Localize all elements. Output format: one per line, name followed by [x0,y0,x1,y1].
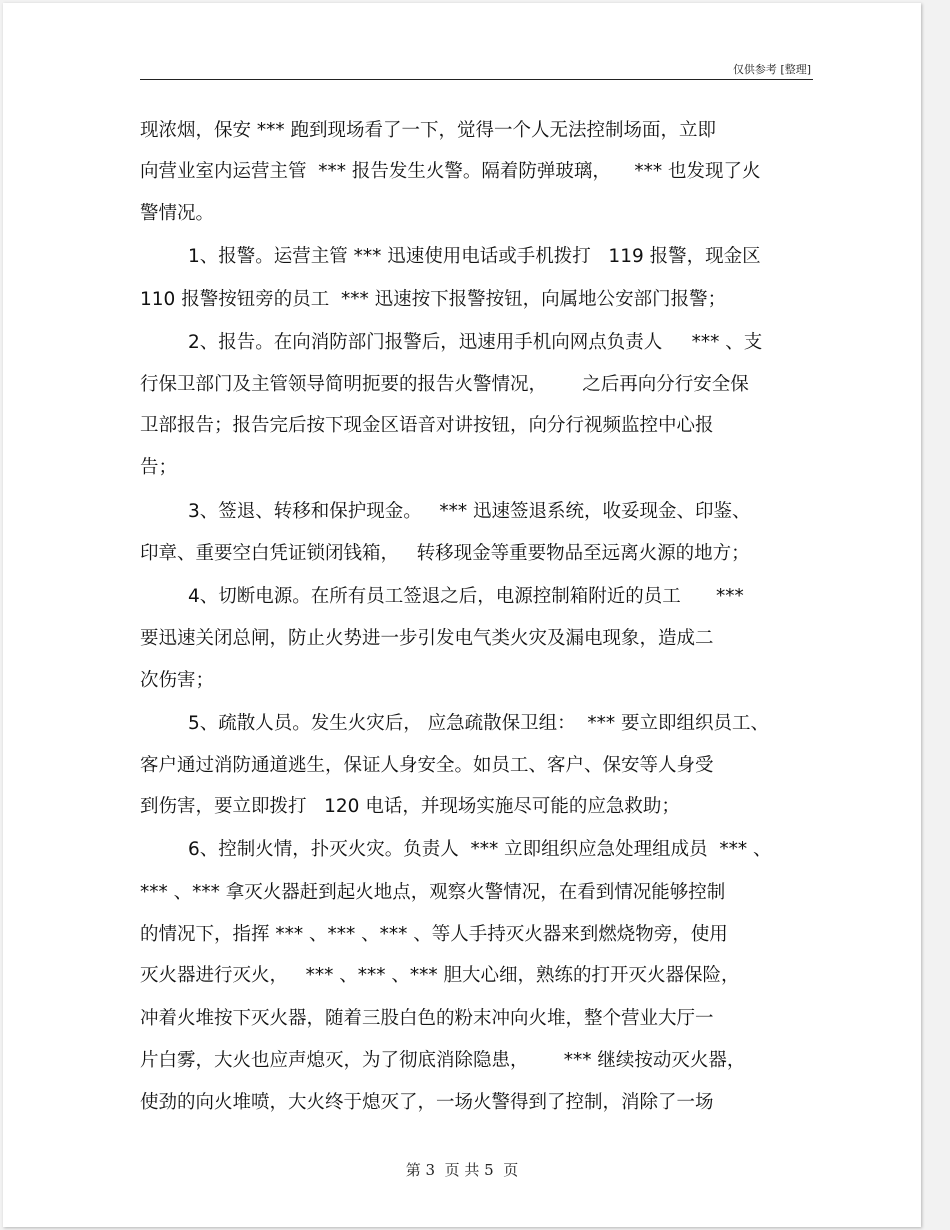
body-line: 冲着火堆按下灭火器，随着三股白色的粉末冲向火堆，整个营业大厅一 [140,1008,714,1029]
body-line: *** 、*** 拿灭火器赶到起火地点，观察火警情况，在看到情况能够控制 [140,882,726,903]
body-line: 使劲的向火堆喷，大火终于熄灭了，一场火警得到了控制，消除了一场 [140,1092,714,1113]
body-line: 次伤害； [140,670,215,691]
body-line: 片白雾，大火也应声熄灭，为了彻底消除隐患， *** 继续按动灭火器， [140,1050,746,1071]
body-line: 3、签退、转移和保护现金。 *** 迅速签退系统，收妥现金、印鉴、 [188,501,751,522]
header-note: 仅供参考 [整理] [732,63,811,76]
body-line: 客户通过消防通道逃生，保证人身安全。如员工、客户、保安等人身受 [140,755,714,776]
body-line: 卫部报告；报告完后按下现金区语音对讲按钮，向分行视频监控中心报 [140,415,714,436]
body-line: 1、报警。运营主管 *** 迅速使用电话或手机拨打 119 报警，现金区 [188,246,761,267]
body-line: 灭火器进行灭火， *** 、*** 、*** 胆大心细，熟练的打开灭火器保险， [140,965,740,986]
body-line: 现浓烟，保安 *** 跑到现场看了一下，觉得一个人无法控制场面，立即 [140,120,717,141]
body-line: 警情况。 [140,203,215,224]
document-page [3,3,921,1227]
body-line: 2、报告。在向消防部门报警后，迅速用手机向网点负责人 *** 、支 [188,332,763,353]
body-line: 到伤害，要立即拨打 120 电话，并现场实施尽可能的应急救助； [140,796,680,817]
body-line: 行保卫部门及主管领导简明扼要的报告火警情况， 之后再向分行安全保 [140,374,749,395]
body-line: 的情况下，指挥 *** 、*** 、*** 、等人手持灭火器来到燃烧物旁，使用 [140,924,728,945]
body-line: 向营业室内运营主管 *** 报告发生火警。隔着防弹玻璃， *** 也发现了火 [140,161,761,182]
body-line: 6、控制火情，扑灭火灾。负责人 *** 立即组织应急处理组成员 *** 、 [188,839,772,860]
body-line: 要迅速关闭总闸，防止火势进一步引发电气类火灾及漏电现象，造成二 [140,628,714,649]
page-number-footer: 第 3 页 共 5 页 [405,1161,519,1179]
body-line: 印章、重要空白凭证锁闭钱箱， 转移现金等重要物品至远离火源的地方； [140,543,750,564]
header-rule [140,79,813,80]
body-line: 110 报警按钮旁的员工 *** 迅速按下报警按钮，向属地公安部门报警； [140,289,727,310]
body-line: 5、疏散人员。发生火灾后， 应急疏散保卫组： *** 要立即组织员工、 [188,713,770,734]
body-line: 告； [140,457,178,478]
body-line: 4、切断电源。在所有员工签退之后，电源控制箱附近的员工 *** [188,586,744,607]
